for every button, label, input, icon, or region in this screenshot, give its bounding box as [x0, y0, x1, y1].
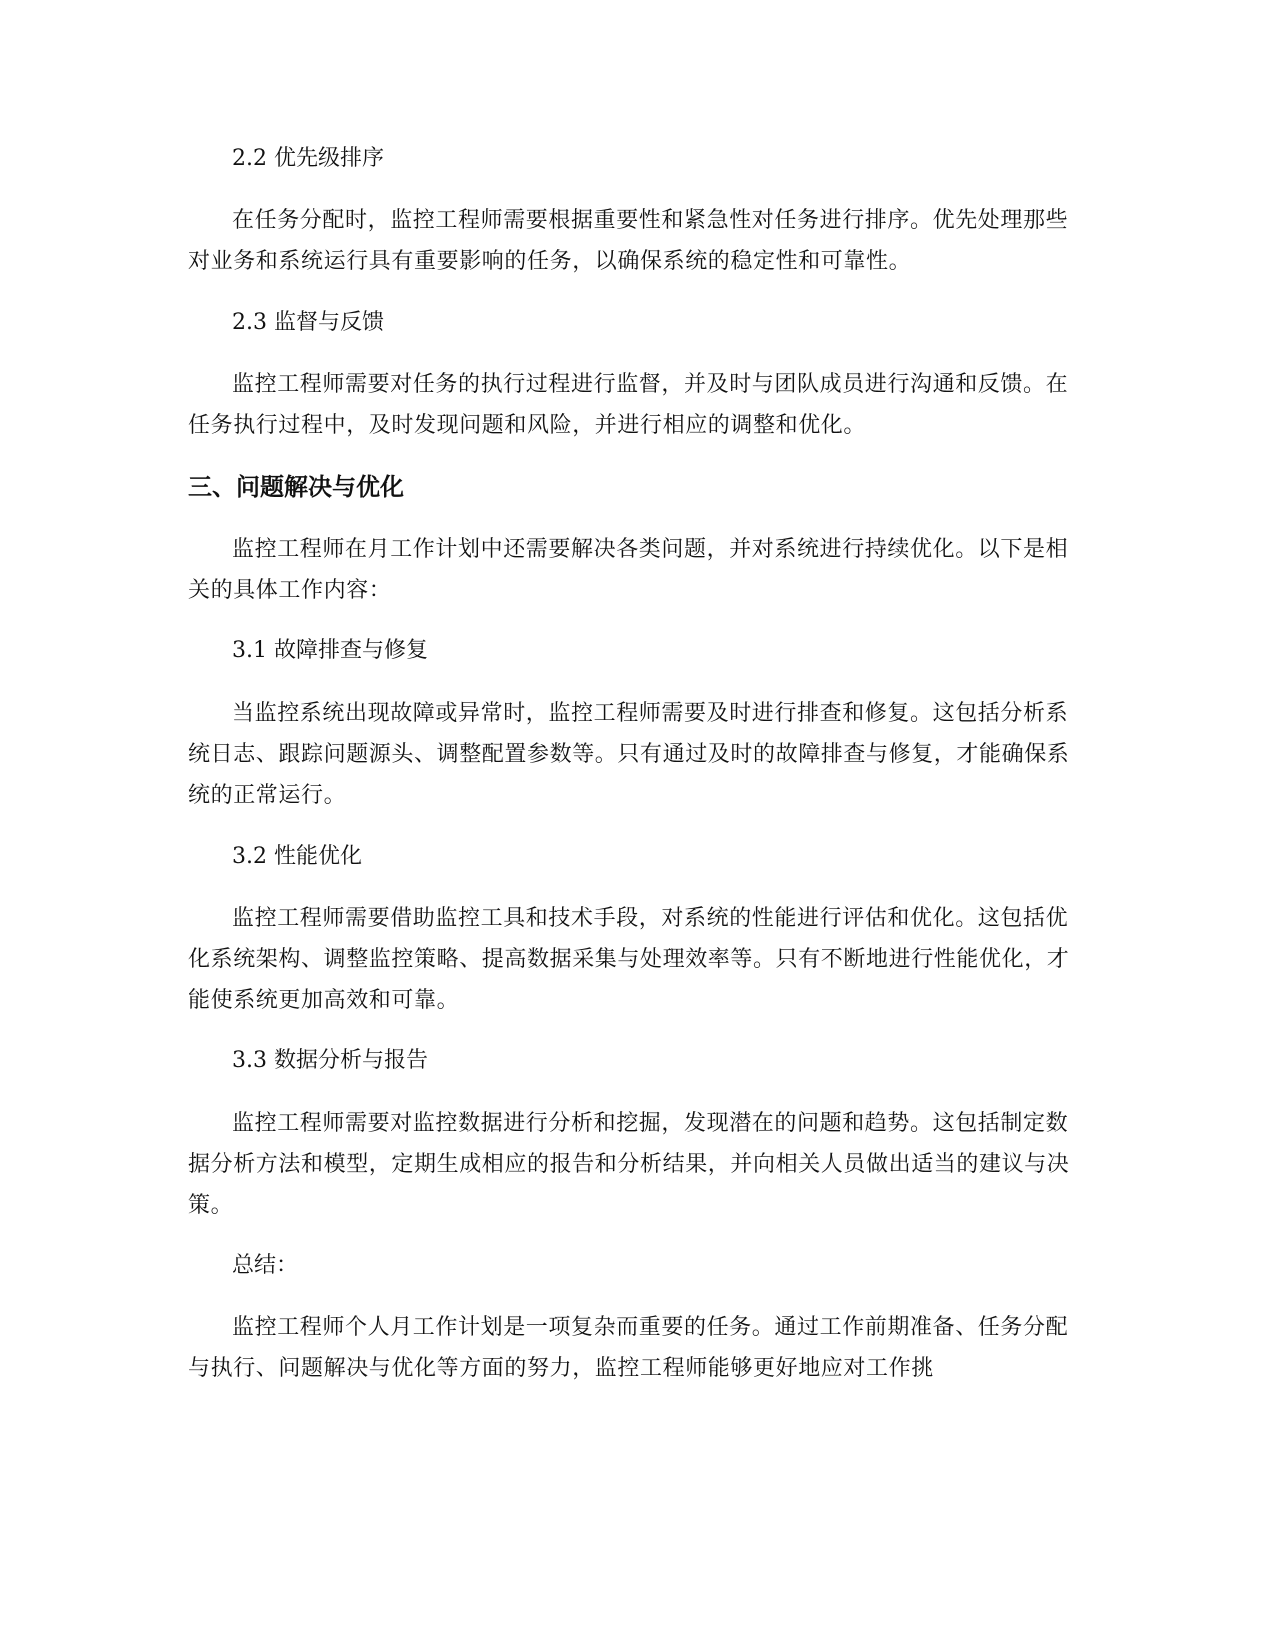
- paragraph-3-3: 监控工程师需要对监控数据进行分析和挖掘，发现潜在的问题和趋势。这包括制定数据分析方法和模型，定期生成相应的报告和分析结果，并向相关人员做出适当的建议与决策。: [188, 1111, 1070, 1218]
- paragraph-3-intro: 监控工程师在月工作计划中还需要解决各类问题，并对系统进行持续优化。以下是相关的具体工作内容：: [188, 537, 1069, 603]
- paragraph-2-3: 监控工程师需要对任务的执行过程进行监督，并及时与团队成员进行沟通和反馈。在任务执行过程中，及时发现问题和风险，并进行相应的调整和优化。: [188, 372, 1069, 438]
- paragraph-3-2: 监控工程师需要借助监控工具和技术手段，对系统的性能进行评估和优化。这包括优化系统架构、调整监控策略、提高数据采集与处理效率等。只有不断地进行性能优化，才能使系统更加高效和可靠。: [188, 906, 1070, 1013]
- heading-2-3: 2.3 监督与反馈: [232, 310, 384, 335]
- paragraph-summary: 监控工程师个人月工作计划是一项复杂而重要的任务。通过工作前期准备、任务分配与执行、问题解决与优化等方面的努力，监控工程师能够更好地应对工作挑: [188, 1315, 1069, 1381]
- heading-summary: 总结：: [232, 1253, 299, 1278]
- heading-3-1: 3.1 故障排查与修复: [232, 638, 428, 663]
- heading-3-2: 3.2 性能优化: [232, 844, 362, 869]
- section-heading-3: 三、问题解决与优化: [188, 473, 404, 501]
- heading-2-2: 2.2 优先级排序: [232, 146, 384, 171]
- heading-3-3: 3.3 数据分析与报告: [232, 1048, 428, 1073]
- paragraph-3-1: 当监控系统出现故障或异常时，监控工程师需要及时进行排查和修复。这包括分析系统日志、跟踪问题源头、调整配置参数等。只有通过及时的故障排查与修复，才能确保系统的正常运行。: [188, 701, 1070, 808]
- paragraph-2-2: 在任务分配时，监控工程师需要根据重要性和紧急性对任务进行排序。优先处理那些对业务和系统运行具有重要影响的任务，以确保系统的稳定性和可靠性。: [188, 208, 1069, 274]
